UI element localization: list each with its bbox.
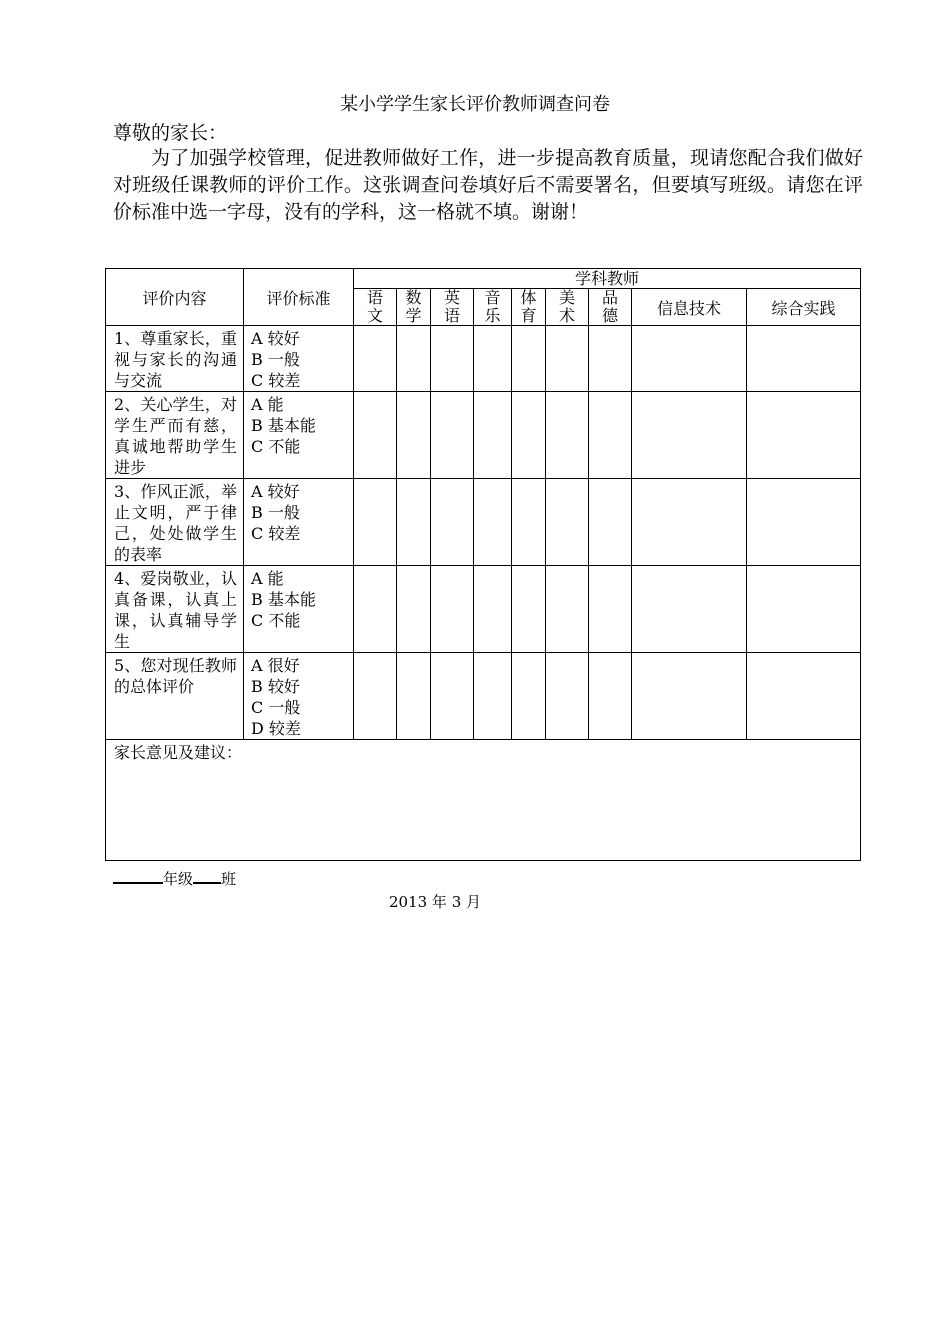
rating-cell[interactable] — [474, 392, 512, 479]
rating-cell[interactable] — [546, 392, 589, 479]
rating-cell[interactable] — [354, 566, 397, 653]
header-subject-5 — [546, 289, 589, 326]
rating-cell[interactable] — [747, 479, 861, 566]
subject-char-top: 音 — [484, 288, 501, 307]
rating-cell[interactable] — [512, 653, 546, 740]
rating-cell[interactable] — [397, 566, 431, 653]
rating-cell[interactable] — [589, 392, 632, 479]
rating-cell[interactable] — [589, 653, 632, 740]
option-item: B 基本能 — [251, 590, 316, 609]
criteria-content: 2、关心学生，对学生严而有慈，真诚地帮助学生进步 — [106, 392, 244, 479]
criteria-row — [106, 326, 861, 392]
evaluation-table — [105, 268, 861, 861]
rating-cell[interactable] — [546, 566, 589, 653]
option-item: A 较好 — [251, 482, 300, 501]
rating-cell[interactable] — [397, 326, 431, 392]
rating-cell[interactable] — [512, 392, 546, 479]
criteria-content: 4、爱岗敬业，认真备课，认真上课，认真辅导学生 — [106, 566, 244, 653]
header-subject-0 — [354, 289, 397, 326]
rating-cell[interactable] — [397, 392, 431, 479]
option-item: B 一般 — [251, 503, 300, 522]
header-subject-3 — [474, 289, 512, 326]
header-subject-practice: 综合实践 — [747, 289, 861, 326]
rating-cell[interactable] — [589, 326, 632, 392]
header-subject-group: 学科教师 — [354, 269, 861, 289]
rating-cell[interactable] — [747, 653, 861, 740]
criteria-content: 5、您对现任教师的总体评价 — [106, 653, 244, 740]
rating-cell[interactable] — [474, 479, 512, 566]
option-item: C 一般 — [251, 698, 301, 717]
rating-cell[interactable] — [397, 479, 431, 566]
subject-char-top: 品 — [601, 288, 618, 307]
rating-cell[interactable] — [431, 566, 474, 653]
rating-cell[interactable] — [354, 479, 397, 566]
subject-char-bottom: 文 — [366, 306, 383, 325]
class-field — [113, 868, 236, 889]
rating-cell[interactable] — [354, 326, 397, 392]
rating-cell[interactable] — [512, 566, 546, 653]
subject-char-top: 语 — [366, 288, 383, 307]
criteria-options — [244, 326, 354, 392]
header-standard: 评价标准 — [244, 269, 354, 326]
rating-cell[interactable] — [431, 326, 474, 392]
rating-cell[interactable] — [546, 326, 589, 392]
rating-cell[interactable] — [632, 392, 747, 479]
rating-cell[interactable] — [512, 479, 546, 566]
rating-cell[interactable] — [354, 653, 397, 740]
subject-char-top: 美 — [558, 288, 575, 307]
header-content: 评价内容 — [106, 269, 244, 326]
header-subject-info-tech: 信息技术 — [632, 289, 747, 326]
rating-cell[interactable] — [546, 479, 589, 566]
rating-cell[interactable] — [431, 653, 474, 740]
option-item: C 较差 — [251, 371, 301, 390]
option-item: A 较好 — [251, 329, 300, 348]
rating-cell[interactable] — [747, 326, 861, 392]
header-subject-6 — [589, 289, 632, 326]
option-item: A 能 — [251, 395, 284, 414]
grade-blank[interactable] — [113, 868, 163, 884]
opinion-label: 家长意见及建议： — [114, 743, 243, 762]
option-item: C 较差 — [251, 524, 301, 543]
rating-cell[interactable] — [431, 392, 474, 479]
class-blank[interactable] — [193, 868, 221, 884]
rating-cell[interactable] — [546, 653, 589, 740]
criteria-options — [244, 479, 354, 566]
header-subject-4 — [512, 289, 546, 326]
greeting: 尊敬的家长： — [113, 122, 228, 144]
opinion-row — [106, 740, 861, 861]
option-item: A 很好 — [251, 656, 300, 675]
criteria-options — [244, 392, 354, 479]
criteria-content: 3、作风正派，举止文明，严于律己，处处做学生的表率 — [106, 479, 244, 566]
subject-char-bottom: 语 — [443, 306, 460, 325]
rating-cell[interactable] — [632, 326, 747, 392]
criteria-row — [106, 392, 861, 479]
subject-char-top: 数 — [405, 288, 422, 307]
criteria-row — [106, 566, 861, 653]
header-row-group — [106, 269, 861, 289]
rating-cell[interactable] — [632, 479, 747, 566]
class-label: 班 — [221, 870, 237, 888]
subject-char-bottom: 学 — [405, 306, 422, 325]
survey-date: 2013 年 3 月 — [388, 893, 482, 911]
subject-char-bottom: 德 — [601, 306, 618, 325]
criteria-row — [106, 653, 861, 740]
rating-cell[interactable] — [397, 653, 431, 740]
rating-cell[interactable] — [474, 566, 512, 653]
criteria-content: 1、尊重家长，重视与家长的沟通与交流 — [106, 326, 244, 392]
rating-cell[interactable] — [632, 653, 747, 740]
subject-char-bottom: 乐 — [484, 306, 501, 325]
rating-cell[interactable] — [589, 566, 632, 653]
rating-cell[interactable] — [632, 566, 747, 653]
page-title: 某小学学生家长评价教师调查问卷 — [340, 94, 610, 115]
subject-char-top: 英 — [443, 288, 460, 307]
rating-cell[interactable] — [474, 326, 512, 392]
option-item: C 不能 — [251, 437, 301, 456]
subject-char-bottom: 育 — [520, 306, 537, 325]
option-item: C 不能 — [251, 611, 301, 630]
rating-cell[interactable] — [747, 392, 861, 479]
grade-label: 年级 — [163, 870, 194, 888]
subject-char-top: 体 — [520, 288, 537, 307]
option-item: B 较好 — [251, 677, 300, 696]
subject-char-bottom: 术 — [558, 306, 575, 325]
rating-cell[interactable] — [589, 479, 632, 566]
option-item: B 一般 — [251, 350, 300, 369]
option-item: D 较差 — [251, 719, 301, 738]
criteria-options — [244, 566, 354, 653]
criteria-options — [244, 653, 354, 740]
header-subject-2 — [431, 289, 474, 326]
intro-paragraph: 为了加强学校管理，促进教师做好工作，进一步提高教育质量，现请您配合我们做好对班级任课教师的评价工作。这张调查问卷填好后不需要署名，但要填写班级。请您在评价标准中选一字母，没有的学科，这一格就不填。谢谢！ — [113, 147, 863, 223]
rating-cell[interactable] — [354, 392, 397, 479]
criteria-row — [106, 479, 861, 566]
option-item: A 能 — [251, 569, 284, 588]
rating-cell[interactable] — [431, 479, 474, 566]
header-subject-1 — [397, 289, 431, 326]
option-item: B 基本能 — [251, 416, 316, 435]
rating-cell[interactable] — [747, 566, 861, 653]
rating-cell[interactable] — [512, 326, 546, 392]
rating-cell[interactable] — [474, 653, 512, 740]
opinion-cell[interactable] — [106, 740, 861, 861]
